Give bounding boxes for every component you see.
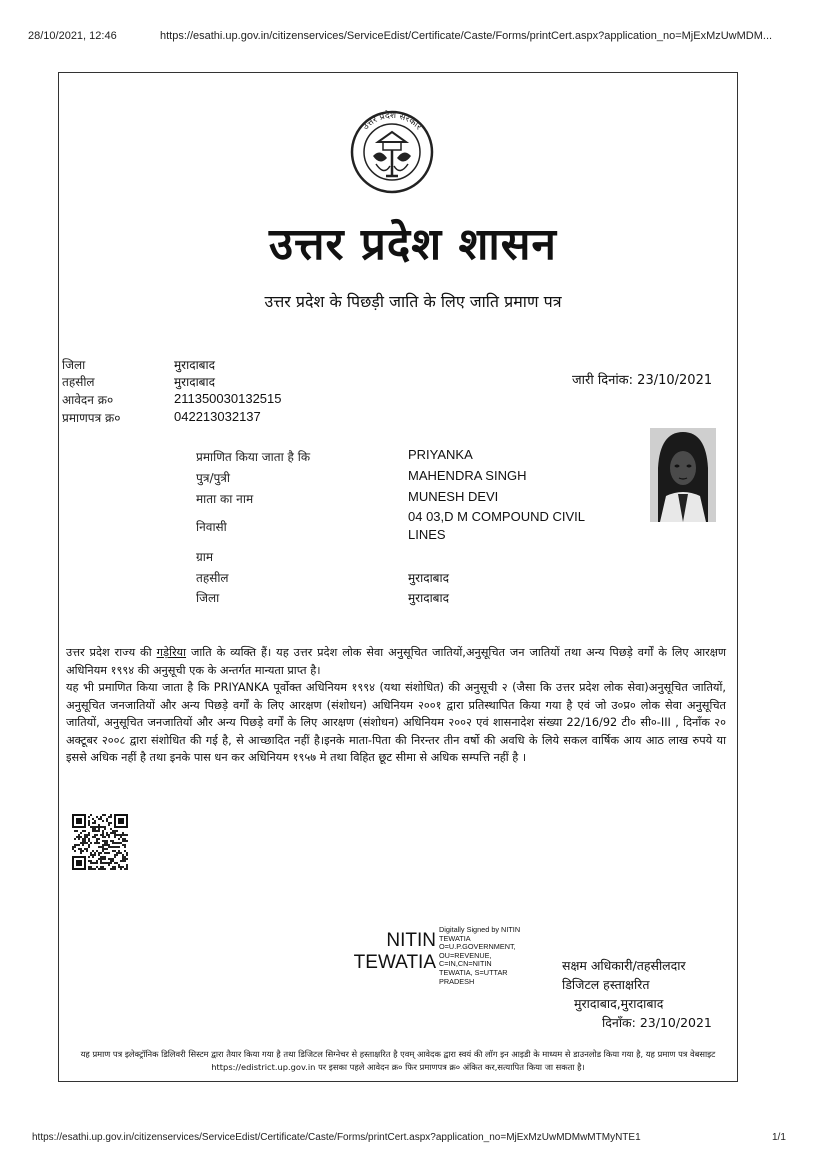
authority-location: मुरादाबाद,मुरादाबाद: [574, 996, 664, 1011]
detail-label-village: ग्राम: [196, 550, 214, 564]
meta-label-application-no: आवेदन क्र०: [62, 393, 114, 407]
detail-label-resident: निवासी: [196, 520, 227, 534]
paragraph-caste-rest: जाति के व्यक्ति हैं। यह उत्तर प्रदेश लोक सेवा अनुसूचित जातियों,अनुसूचित जन जातियों तथा अन्य पिछड़े वर्गों के लिए आरक्षण अधिनियम १९९४ की अनुसूची एक के अन्तर्गत मान्यता प्राप्त है।: [66, 646, 727, 677]
detail-value-address: 04 03,D M COMPOUND CIVIL LINES: [408, 509, 585, 542]
detail-value-tehsil: मुरादाबाद: [408, 571, 450, 585]
meta-label-tehsil: तहसील: [62, 375, 95, 389]
digital-signature-line: O=U.P.GOVERNMENT,: [439, 942, 516, 952]
detail-label-tehsil: तहसील: [196, 571, 229, 585]
svg-text:उत्तर प्रदेश सरकार: उत्तर प्रदेश सरकार: [360, 110, 424, 133]
digital-signature-line: C=IN,CN=NITIN: [439, 959, 492, 969]
caste-name: गड़ेरिया: [156, 646, 187, 659]
certificate-subtitle: उत्तर प्रदेश के पिछड़ी जाति के लिए जाति प्रमाण पत्र: [264, 292, 562, 311]
up-state-emblem-icon: [340, 100, 444, 196]
certificate-body: [66, 644, 726, 767]
authority-designation: सक्षम अधिकारी/तहसीलदार: [562, 958, 686, 973]
print-url-footer: https://esathi.up.gov.in/citizenservices/ServiceEdist/Certificate/Caste/Forms/printCert.aspx?application_no=MjExMzUwMDMwMTMyNTE1: [32, 1132, 641, 1143]
digital-signature-details: [439, 926, 539, 986]
print-page-count: 1/1: [772, 1132, 786, 1143]
detail-label-district: जिला: [196, 591, 220, 605]
detail-label-parent: पुत्र/पुत्री: [196, 471, 231, 485]
meta-label-certificate-no: प्रमाणपत्र क्र०: [62, 411, 121, 425]
meta-value-district: मुरादाबाद: [174, 358, 216, 372]
issue-date: जारी दिनांक: 23/10/2021: [572, 373, 713, 388]
print-url-header: https://esathi.up.gov.in/citizenservices/ServiceEdist/Certificate/Caste/Forms/printCert.aspx?application_no=MjExMzUwMDM...: [160, 30, 773, 42]
meta-value-certificate-no: 042213032137: [174, 409, 261, 424]
digital-signature-line: TEWATIA, S=UTTAR: [439, 967, 508, 977]
digital-signature-line: TEWATIA: [439, 933, 471, 943]
applicant-photo: [650, 428, 716, 522]
print-timestamp: 28/10/2021, 12:46: [28, 30, 117, 42]
detail-label-certified: प्रमाणित किया जाता है कि: [196, 450, 311, 464]
authority-digital-signed: डिजिटल हस्ताक्षरित: [562, 977, 650, 992]
detail-value-father: MAHENDRA SINGH: [408, 468, 527, 483]
meta-value-tehsil: मुरादाबाद: [174, 375, 216, 389]
meta-label-district: जिला: [62, 358, 86, 372]
detail-label-mother: माता का नाम: [196, 492, 254, 506]
certificate-title: उत्तर प्रदेश शासन: [269, 219, 557, 270]
digital-signature-line: Digitally Signed by NITIN: [439, 925, 521, 934]
digital-signature-line: OU=REVENUE,: [439, 950, 492, 960]
signer-name-line1: NITIN: [386, 930, 436, 951]
detail-value-name: PRIYANKA: [408, 447, 473, 462]
paragraph-caste-lead: उत्तर प्रदेश राज्य की: [66, 646, 152, 659]
verification-footnote: यह प्रमाण पत्र इलेक्ट्रॉनिक डिलिवरी सिस्टम द्वारा तैयार किया गया है तथा डिजिटल सिग्नेचर से हस्ताक्षरित है एवम् आवेदक द्वारा स्वयं की लॉग इन आइडी के माध्यम से डाउनलोड किया गया है, यह प्रमाण पत्र वेबसाइट https://edistrict.up.gov.in पर इसका पहले आवेदन क्र० फिर प्रमाणपत्र क्र० अंकित कर,सत्यापित किया जा सकता है।: [80, 1049, 716, 1072]
signer-name-line2: TEWATIA: [353, 952, 436, 973]
digital-signature-line: PRADESH: [439, 976, 475, 986]
paragraph-caste: [66, 644, 726, 679]
paragraph-certification: यह भी प्रमाणित किया जाता है कि PRIYANKA पूर्वोक्त अधिनियम १९९४ (यथा संशोधित) की अनुसूची २ (जैसा कि उत्तर प्रदेश लोक सेवा)अनुसूचित जातियों, अनुसूचित जनजातियों और अन्य पिछड़े वर्गों के लिए आरक्षण (संशोधन) अधिनियम २००१ द्वारा प्रतिस्थापित किया गया है एवं जो उ०प्र० लोक सेवा अनुसूचित जातियों, अनुसूचित जनजातियों और अन्य पिछड़े वर्गों के लिए आरक्षण (संशोधन) अधिनियम २००२ एवं शासनादेश संख्या 22/16/92 टी० सी०-III , दिनाँक २० अक्टूबर २००८ द्वारा संशोधित की गई है, से आच्छादित नहीं है।इनके माता-पिता की निरन्तर तीन वर्षो की अवधि के लिये सकल वार्षिक आय आठ लाख रुपये या इससे अधिक नहीं है तथा इनके पास धन कर अधिनियम १९५७ मे तथा विहित छूट सीमा से अधिक सम्पत्ति नहीं है ।: [66, 681, 726, 764]
authority-date: दिनाँक: 23/10/2021: [602, 1015, 712, 1030]
meta-value-application-no: 211350030132515: [174, 391, 282, 406]
detail-value-district: मुरादाबाद: [408, 591, 450, 605]
qr-code-icon: [72, 814, 128, 870]
detail-value-mother: MUNESH DEVI: [408, 489, 499, 504]
